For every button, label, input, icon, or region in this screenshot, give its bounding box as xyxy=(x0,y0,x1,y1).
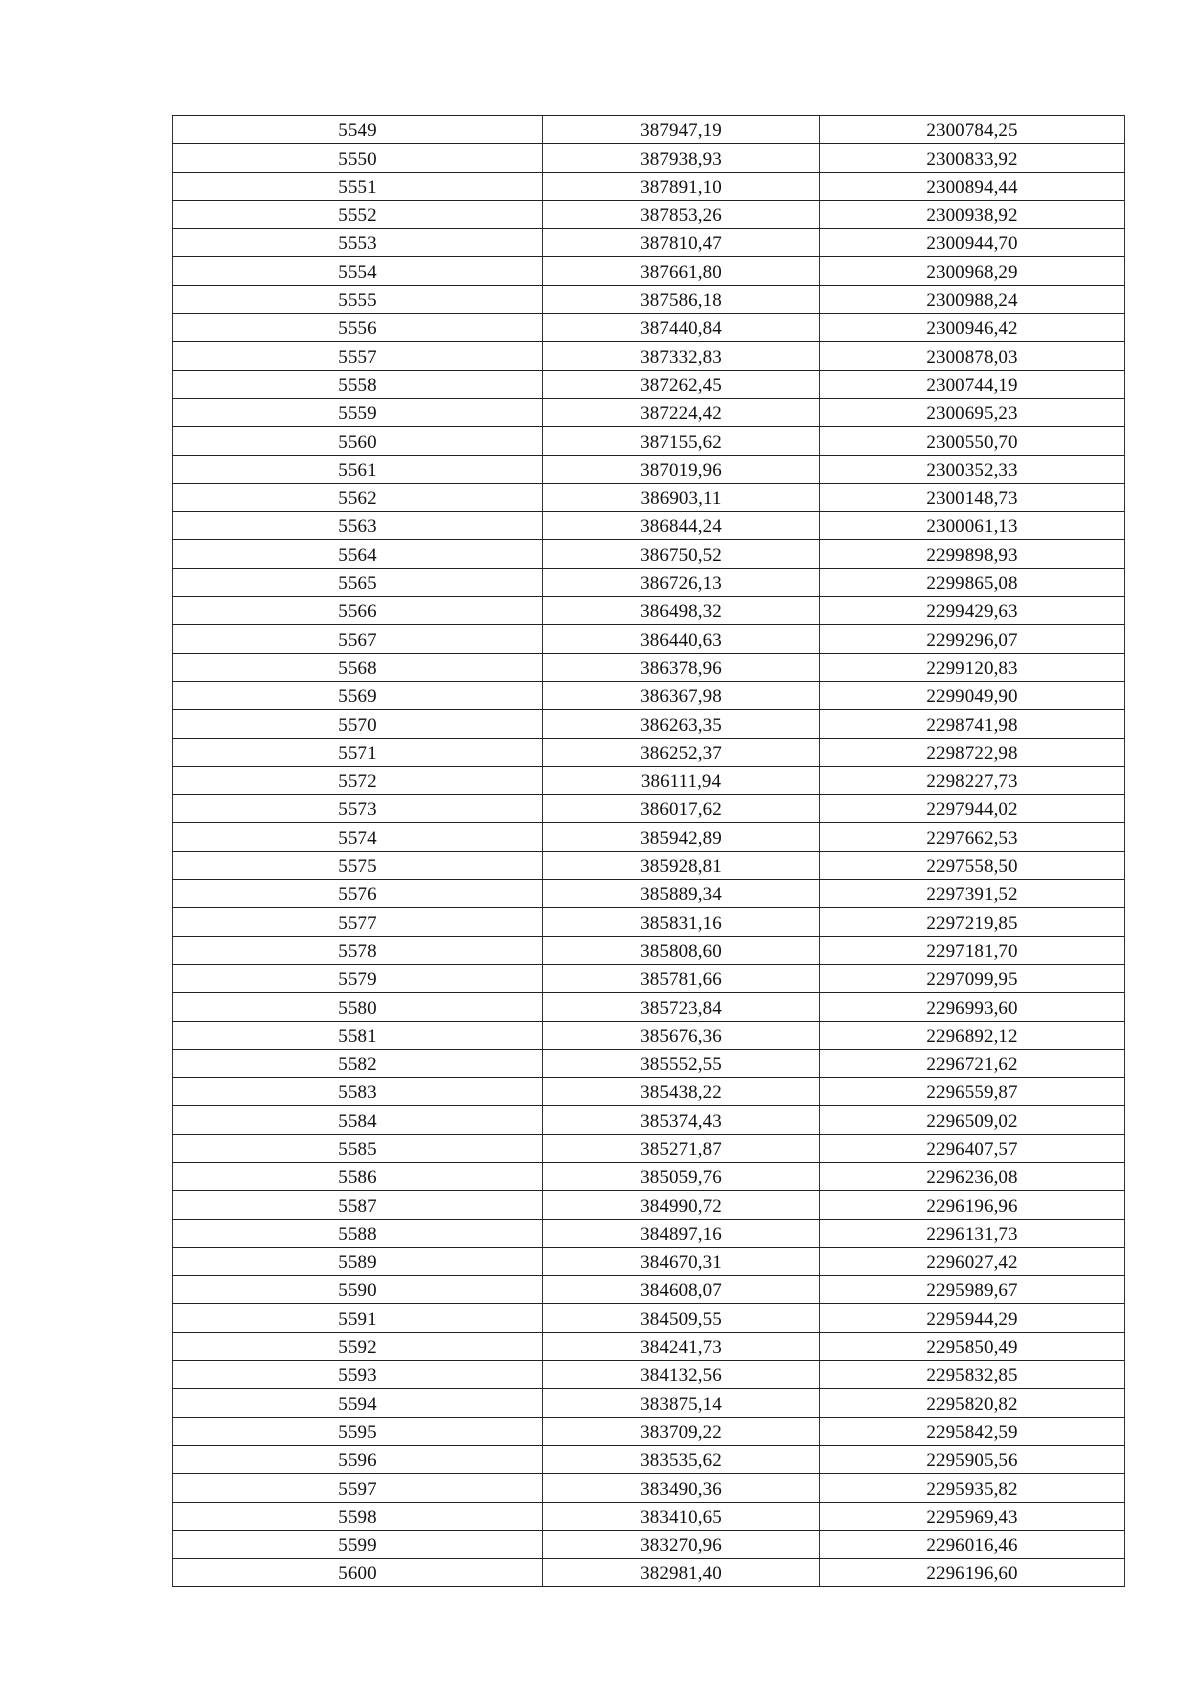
y-coordinate-cell: 2298227,73 xyxy=(820,766,1125,794)
x-coordinate-cell: 383709,22 xyxy=(543,1417,820,1445)
point-number-cell: 5583 xyxy=(173,1078,543,1106)
y-coordinate-cell: 2296016,46 xyxy=(820,1530,1125,1558)
x-coordinate-cell: 384132,56 xyxy=(543,1361,820,1389)
x-coordinate-cell: 387810,47 xyxy=(543,229,820,257)
y-coordinate-cell: 2295989,67 xyxy=(820,1276,1125,1304)
point-number-cell: 5574 xyxy=(173,823,543,851)
x-coordinate-cell: 385271,87 xyxy=(543,1134,820,1162)
table-row xyxy=(173,851,1125,879)
y-coordinate-cell: 2295944,29 xyxy=(820,1304,1125,1332)
point-number-cell: 5563 xyxy=(173,512,543,540)
x-coordinate-cell: 384608,07 xyxy=(543,1276,820,1304)
point-number-cell: 5555 xyxy=(173,285,543,313)
table-row xyxy=(173,1559,1125,1587)
point-number-cell: 5597 xyxy=(173,1474,543,1502)
point-number-cell: 5554 xyxy=(173,257,543,285)
table-row xyxy=(173,1191,1125,1219)
x-coordinate-cell: 387224,42 xyxy=(543,398,820,426)
point-number-cell: 5559 xyxy=(173,398,543,426)
y-coordinate-cell: 2295935,82 xyxy=(820,1474,1125,1502)
coordinates-table xyxy=(172,115,1125,1587)
y-coordinate-cell: 2297944,02 xyxy=(820,795,1125,823)
y-coordinate-cell: 2296196,96 xyxy=(820,1191,1125,1219)
y-coordinate-cell: 2299120,83 xyxy=(820,653,1125,681)
point-number-cell: 5595 xyxy=(173,1417,543,1445)
table-row xyxy=(173,1304,1125,1332)
x-coordinate-cell: 385942,89 xyxy=(543,823,820,851)
table-row xyxy=(173,964,1125,992)
x-coordinate-cell: 384897,16 xyxy=(543,1219,820,1247)
point-number-cell: 5577 xyxy=(173,908,543,936)
x-coordinate-cell: 383875,14 xyxy=(543,1389,820,1417)
point-number-cell: 5599 xyxy=(173,1530,543,1558)
table-row xyxy=(173,483,1125,511)
y-coordinate-cell: 2296131,73 xyxy=(820,1219,1125,1247)
x-coordinate-cell: 385438,22 xyxy=(543,1078,820,1106)
x-coordinate-cell: 384241,73 xyxy=(543,1332,820,1360)
point-number-cell: 5565 xyxy=(173,568,543,596)
y-coordinate-cell: 2300938,92 xyxy=(820,200,1125,228)
point-number-cell: 5552 xyxy=(173,200,543,228)
table-row xyxy=(173,1474,1125,1502)
x-coordinate-cell: 386750,52 xyxy=(543,540,820,568)
table-row xyxy=(173,1162,1125,1190)
x-coordinate-cell: 386378,96 xyxy=(543,653,820,681)
point-number-cell: 5586 xyxy=(173,1162,543,1190)
y-coordinate-cell: 2299865,08 xyxy=(820,568,1125,596)
x-coordinate-cell: 386440,63 xyxy=(543,625,820,653)
point-number-cell: 5587 xyxy=(173,1191,543,1219)
y-coordinate-cell: 2300968,29 xyxy=(820,257,1125,285)
x-coordinate-cell: 386498,32 xyxy=(543,597,820,625)
table-row xyxy=(173,455,1125,483)
x-coordinate-cell: 386111,94 xyxy=(543,766,820,794)
table-row xyxy=(173,625,1125,653)
table-row xyxy=(173,370,1125,398)
point-number-cell: 5592 xyxy=(173,1332,543,1360)
x-coordinate-cell: 383535,62 xyxy=(543,1445,820,1473)
point-number-cell: 5573 xyxy=(173,795,543,823)
x-coordinate-cell: 385676,36 xyxy=(543,1021,820,1049)
x-coordinate-cell: 387019,96 xyxy=(543,455,820,483)
point-number-cell: 5551 xyxy=(173,172,543,200)
table-row xyxy=(173,512,1125,540)
y-coordinate-cell: 2296196,60 xyxy=(820,1559,1125,1587)
x-coordinate-cell: 386844,24 xyxy=(543,512,820,540)
point-number-cell: 5572 xyxy=(173,766,543,794)
y-coordinate-cell: 2296559,87 xyxy=(820,1078,1125,1106)
x-coordinate-cell: 387938,93 xyxy=(543,144,820,172)
point-number-cell: 5561 xyxy=(173,455,543,483)
point-number-cell: 5557 xyxy=(173,342,543,370)
table-row xyxy=(173,568,1125,596)
y-coordinate-cell: 2295842,59 xyxy=(820,1417,1125,1445)
x-coordinate-cell: 387891,10 xyxy=(543,172,820,200)
table-row xyxy=(173,653,1125,681)
x-coordinate-cell: 385374,43 xyxy=(543,1106,820,1134)
y-coordinate-cell: 2297391,52 xyxy=(820,880,1125,908)
coordinates-table-body xyxy=(173,116,1125,1587)
table-row xyxy=(173,1332,1125,1360)
y-coordinate-cell: 2299296,07 xyxy=(820,625,1125,653)
y-coordinate-cell: 2300833,92 xyxy=(820,144,1125,172)
table-row xyxy=(173,540,1125,568)
y-coordinate-cell: 2295820,82 xyxy=(820,1389,1125,1417)
table-row xyxy=(173,766,1125,794)
table-row xyxy=(173,908,1125,936)
y-coordinate-cell: 2300148,73 xyxy=(820,483,1125,511)
point-number-cell: 5581 xyxy=(173,1021,543,1049)
table-row xyxy=(173,285,1125,313)
point-number-cell: 5568 xyxy=(173,653,543,681)
y-coordinate-cell: 2298722,98 xyxy=(820,738,1125,766)
table-row xyxy=(173,398,1125,426)
point-number-cell: 5558 xyxy=(173,370,543,398)
x-coordinate-cell: 385808,60 xyxy=(543,936,820,964)
y-coordinate-cell: 2296027,42 xyxy=(820,1247,1125,1275)
y-coordinate-cell: 2296892,12 xyxy=(820,1021,1125,1049)
x-coordinate-cell: 384990,72 xyxy=(543,1191,820,1219)
table-row xyxy=(173,172,1125,200)
y-coordinate-cell: 2300695,23 xyxy=(820,398,1125,426)
table-row xyxy=(173,427,1125,455)
table-row xyxy=(173,144,1125,172)
x-coordinate-cell: 383410,65 xyxy=(543,1502,820,1530)
point-number-cell: 5564 xyxy=(173,540,543,568)
point-number-cell: 5571 xyxy=(173,738,543,766)
x-coordinate-cell: 385059,76 xyxy=(543,1162,820,1190)
y-coordinate-cell: 2300988,24 xyxy=(820,285,1125,313)
point-number-cell: 5575 xyxy=(173,851,543,879)
table-row xyxy=(173,1134,1125,1162)
y-coordinate-cell: 2300878,03 xyxy=(820,342,1125,370)
y-coordinate-cell: 2295832,85 xyxy=(820,1361,1125,1389)
x-coordinate-cell: 383490,36 xyxy=(543,1474,820,1502)
x-coordinate-cell: 387155,62 xyxy=(543,427,820,455)
point-number-cell: 5576 xyxy=(173,880,543,908)
point-number-cell: 5569 xyxy=(173,681,543,709)
table-row xyxy=(173,738,1125,766)
point-number-cell: 5570 xyxy=(173,710,543,738)
x-coordinate-cell: 386252,37 xyxy=(543,738,820,766)
table-row xyxy=(173,1219,1125,1247)
table-row xyxy=(173,936,1125,964)
x-coordinate-cell: 383270,96 xyxy=(543,1530,820,1558)
table-row xyxy=(173,1106,1125,1134)
table-row xyxy=(173,257,1125,285)
table-row xyxy=(173,1530,1125,1558)
y-coordinate-cell: 2296993,60 xyxy=(820,993,1125,1021)
y-coordinate-cell: 2299049,90 xyxy=(820,681,1125,709)
y-coordinate-cell: 2297181,70 xyxy=(820,936,1125,964)
x-coordinate-cell: 386367,98 xyxy=(543,681,820,709)
y-coordinate-cell: 2300061,13 xyxy=(820,512,1125,540)
table-row xyxy=(173,116,1125,144)
point-number-cell: 5593 xyxy=(173,1361,543,1389)
x-coordinate-cell: 387661,80 xyxy=(543,257,820,285)
point-number-cell: 5549 xyxy=(173,116,543,144)
y-coordinate-cell: 2300946,42 xyxy=(820,314,1125,342)
y-coordinate-cell: 2300352,33 xyxy=(820,455,1125,483)
y-coordinate-cell: 2296236,08 xyxy=(820,1162,1125,1190)
y-coordinate-cell: 2300784,25 xyxy=(820,116,1125,144)
y-coordinate-cell: 2295969,43 xyxy=(820,1502,1125,1530)
x-coordinate-cell: 382981,40 xyxy=(543,1559,820,1587)
table-row xyxy=(173,1389,1125,1417)
x-coordinate-cell: 386903,11 xyxy=(543,483,820,511)
table-row xyxy=(173,681,1125,709)
x-coordinate-cell: 385831,16 xyxy=(543,908,820,936)
point-number-cell: 5566 xyxy=(173,597,543,625)
x-coordinate-cell: 385928,81 xyxy=(543,851,820,879)
y-coordinate-cell: 2300894,44 xyxy=(820,172,1125,200)
table-row xyxy=(173,710,1125,738)
point-number-cell: 5584 xyxy=(173,1106,543,1134)
x-coordinate-cell: 385552,55 xyxy=(543,1049,820,1077)
table-row xyxy=(173,795,1125,823)
y-coordinate-cell: 2296509,02 xyxy=(820,1106,1125,1134)
table-row xyxy=(173,342,1125,370)
point-number-cell: 5594 xyxy=(173,1389,543,1417)
x-coordinate-cell: 384509,55 xyxy=(543,1304,820,1332)
x-coordinate-cell: 385889,34 xyxy=(543,880,820,908)
point-number-cell: 5578 xyxy=(173,936,543,964)
table-row xyxy=(173,1021,1125,1049)
table-row xyxy=(173,823,1125,851)
point-number-cell: 5562 xyxy=(173,483,543,511)
point-number-cell: 5553 xyxy=(173,229,543,257)
point-number-cell: 5579 xyxy=(173,964,543,992)
y-coordinate-cell: 2297662,53 xyxy=(820,823,1125,851)
y-coordinate-cell: 2295905,56 xyxy=(820,1445,1125,1473)
x-coordinate-cell: 387947,19 xyxy=(543,116,820,144)
y-coordinate-cell: 2298741,98 xyxy=(820,710,1125,738)
table-row xyxy=(173,1417,1125,1445)
point-number-cell: 5600 xyxy=(173,1559,543,1587)
y-coordinate-cell: 2300944,70 xyxy=(820,229,1125,257)
x-coordinate-cell: 387332,83 xyxy=(543,342,820,370)
point-number-cell: 5590 xyxy=(173,1276,543,1304)
y-coordinate-cell: 2297558,50 xyxy=(820,851,1125,879)
x-coordinate-cell: 387586,18 xyxy=(543,285,820,313)
y-coordinate-cell: 2295850,49 xyxy=(820,1332,1125,1360)
y-coordinate-cell: 2297099,95 xyxy=(820,964,1125,992)
y-coordinate-cell: 2296407,57 xyxy=(820,1134,1125,1162)
y-coordinate-cell: 2296721,62 xyxy=(820,1049,1125,1077)
point-number-cell: 5580 xyxy=(173,993,543,1021)
x-coordinate-cell: 387262,45 xyxy=(543,370,820,398)
table-row xyxy=(173,229,1125,257)
y-coordinate-cell: 2297219,85 xyxy=(820,908,1125,936)
point-number-cell: 5598 xyxy=(173,1502,543,1530)
point-number-cell: 5589 xyxy=(173,1247,543,1275)
y-coordinate-cell: 2300550,70 xyxy=(820,427,1125,455)
table-row xyxy=(173,1049,1125,1077)
x-coordinate-cell: 385781,66 xyxy=(543,964,820,992)
table-row xyxy=(173,597,1125,625)
x-coordinate-cell: 385723,84 xyxy=(543,993,820,1021)
point-number-cell: 5550 xyxy=(173,144,543,172)
x-coordinate-cell: 387853,26 xyxy=(543,200,820,228)
x-coordinate-cell: 384670,31 xyxy=(543,1247,820,1275)
point-number-cell: 5582 xyxy=(173,1049,543,1077)
table-row xyxy=(173,1502,1125,1530)
x-coordinate-cell: 387440,84 xyxy=(543,314,820,342)
table-row xyxy=(173,1078,1125,1106)
y-coordinate-cell: 2299898,93 xyxy=(820,540,1125,568)
y-coordinate-cell: 2299429,63 xyxy=(820,597,1125,625)
point-number-cell: 5567 xyxy=(173,625,543,653)
y-coordinate-cell: 2300744,19 xyxy=(820,370,1125,398)
table-row xyxy=(173,314,1125,342)
table-row xyxy=(173,1445,1125,1473)
table-row xyxy=(173,993,1125,1021)
point-number-cell: 5591 xyxy=(173,1304,543,1332)
x-coordinate-cell: 386263,35 xyxy=(543,710,820,738)
table-row xyxy=(173,880,1125,908)
table-row xyxy=(173,200,1125,228)
x-coordinate-cell: 386017,62 xyxy=(543,795,820,823)
table-row xyxy=(173,1276,1125,1304)
point-number-cell: 5585 xyxy=(173,1134,543,1162)
point-number-cell: 5596 xyxy=(173,1445,543,1473)
point-number-cell: 5556 xyxy=(173,314,543,342)
point-number-cell: 5588 xyxy=(173,1219,543,1247)
table-row xyxy=(173,1361,1125,1389)
table-row xyxy=(173,1247,1125,1275)
x-coordinate-cell: 386726,13 xyxy=(543,568,820,596)
point-number-cell: 5560 xyxy=(173,427,543,455)
